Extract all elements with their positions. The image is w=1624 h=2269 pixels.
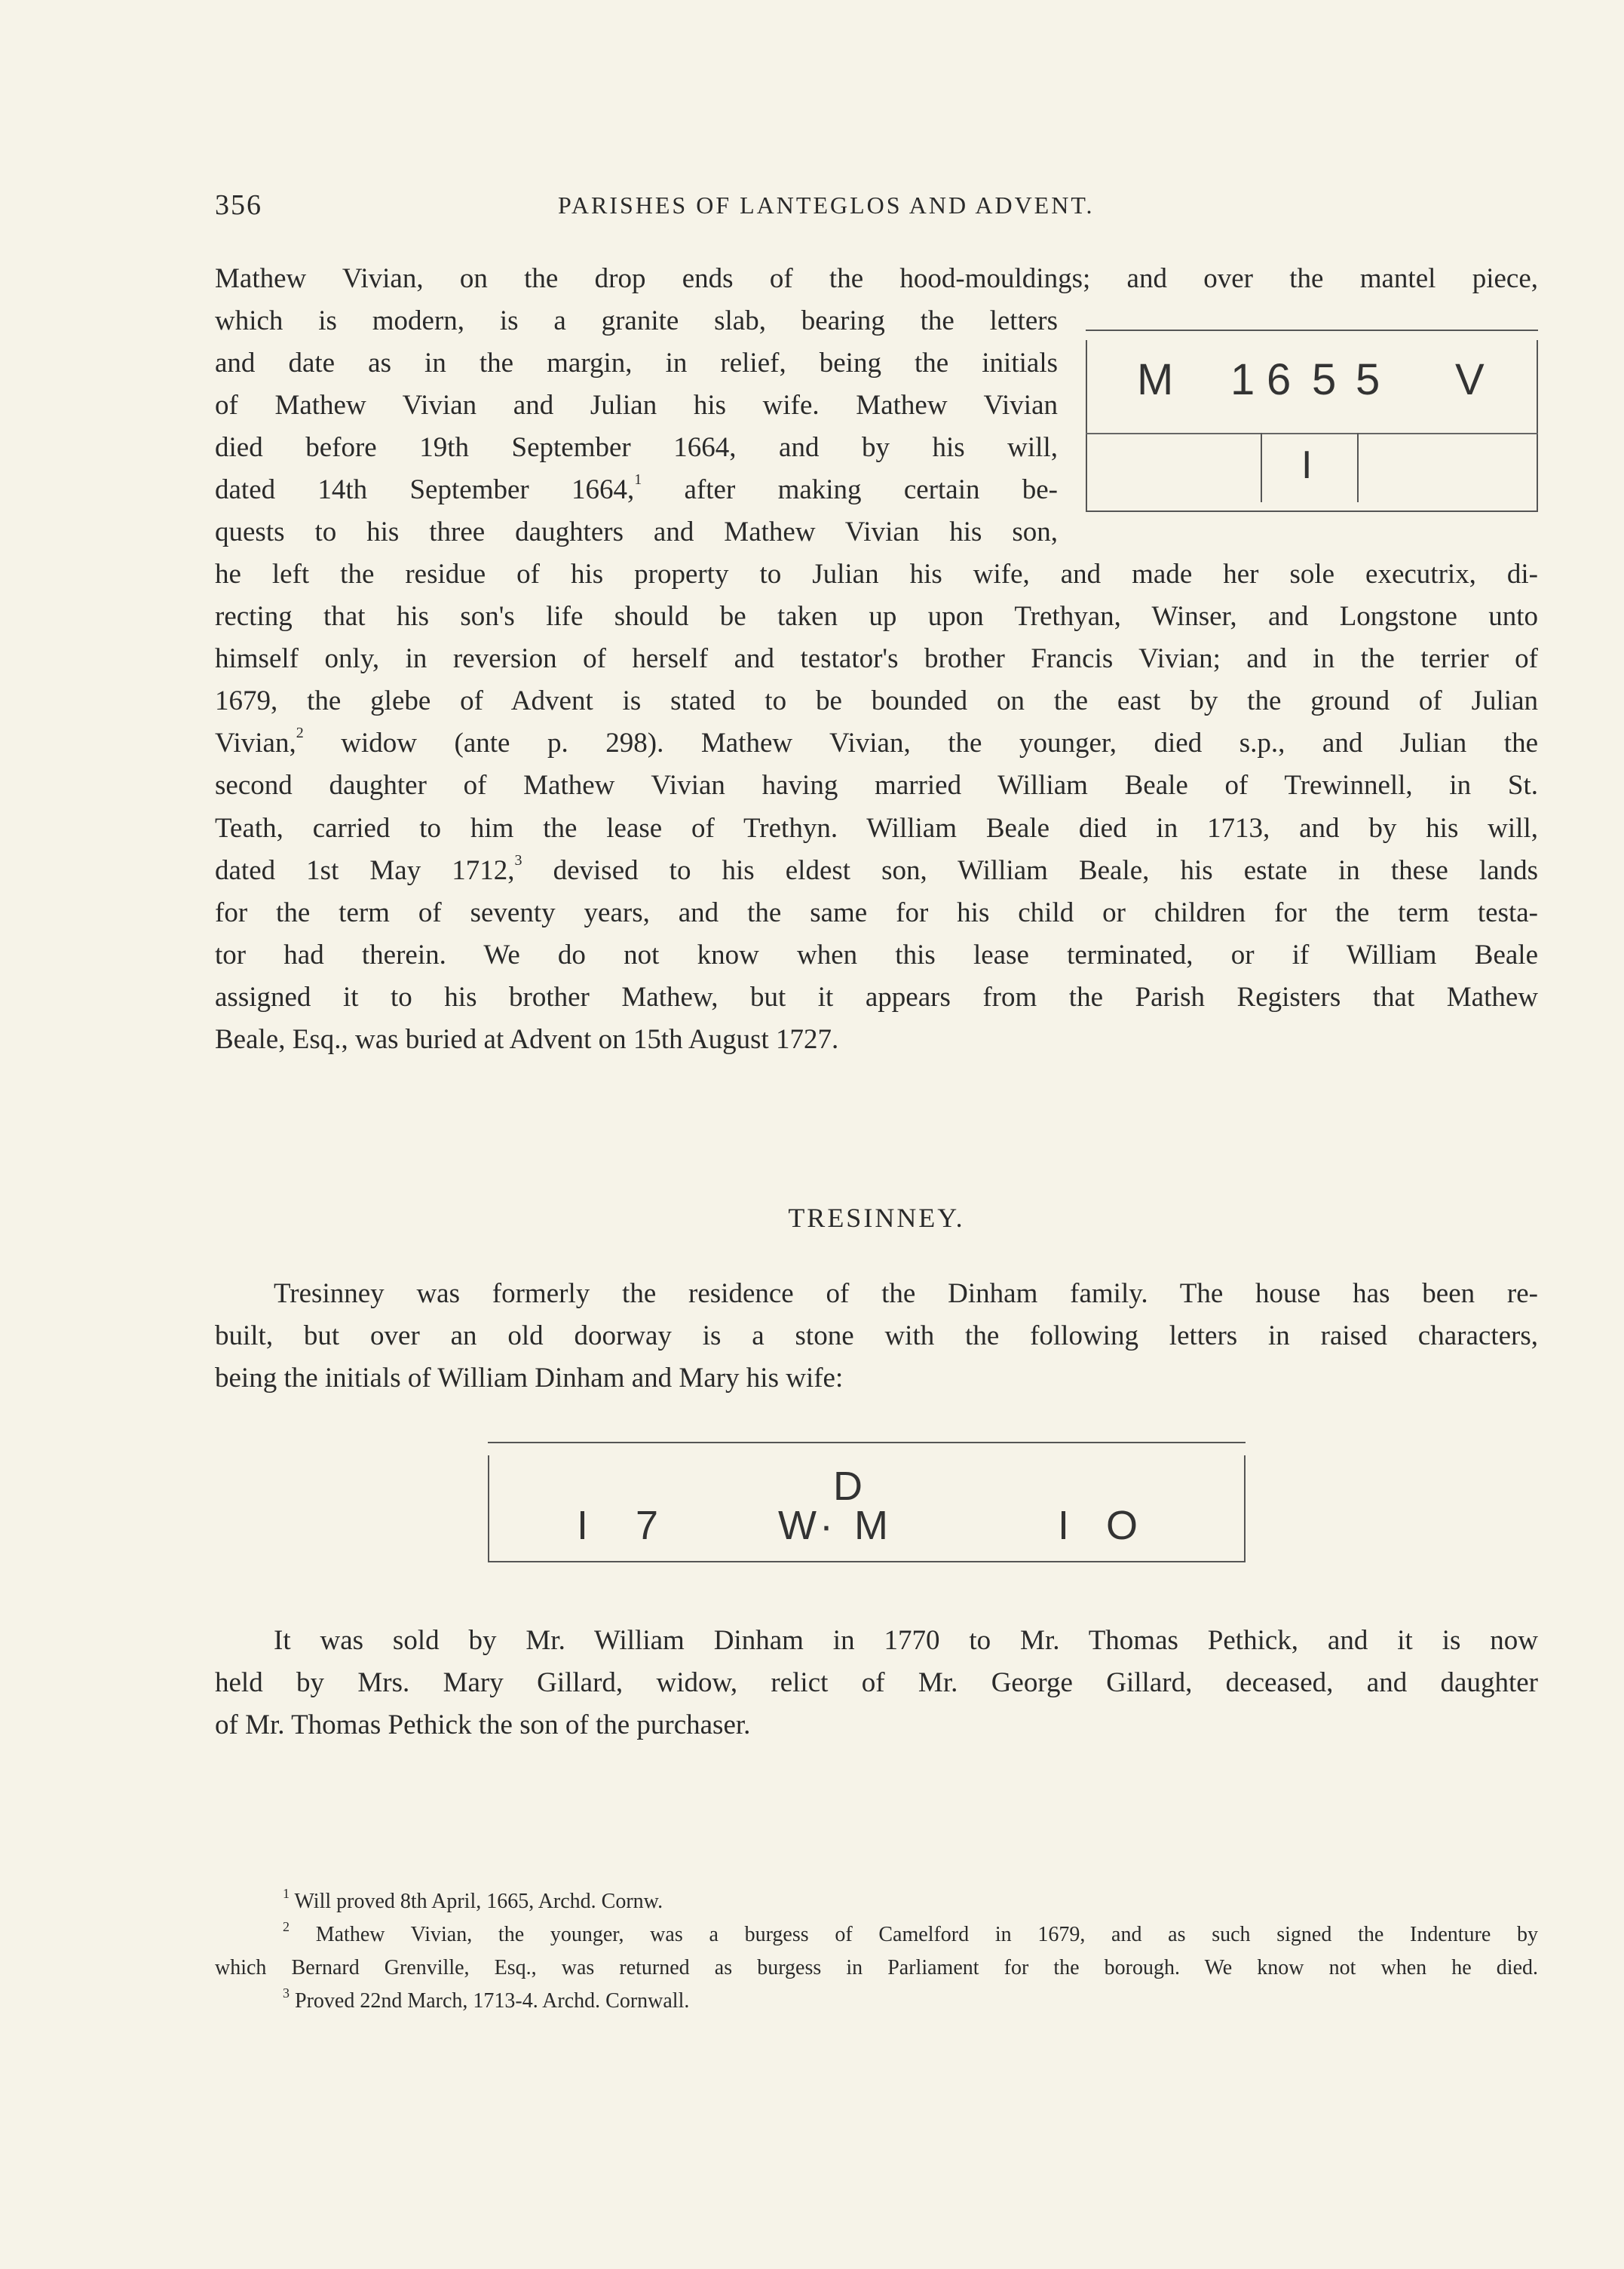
inscription-letter-w: W xyxy=(778,1503,817,1548)
text-line xyxy=(215,722,1538,765)
text-line: for the term of seventy years, and the same for his child or children for the term testa- xyxy=(215,897,1538,928)
text-fragment: Vivian, xyxy=(215,728,296,759)
inscription-letter-v: V xyxy=(1455,355,1485,404)
footnote-number: 1 xyxy=(283,1886,290,1901)
text-line: held by Mrs. Mary Gillard, widow, relict of Mr. George Gillard, deceased, and daughter xyxy=(215,1667,1538,1699)
inscription-digit: O xyxy=(1106,1503,1138,1548)
text-line xyxy=(215,850,1538,892)
paragraph-1-top xyxy=(215,258,1538,300)
inscription-letter-m: M xyxy=(854,1503,888,1548)
footnote-mark: 2 xyxy=(296,725,304,742)
footnotes xyxy=(215,1885,1538,2018)
text-fragment: dated 1st May 1712, xyxy=(215,854,515,886)
text-line: second daughter of Mathew Vivian having married William Beale of Trewinnell, in St. xyxy=(215,770,1538,802)
footnote-mark: 1 xyxy=(634,471,642,489)
text-fragment: devised to his eldest son, William Beale, his estate in these lands xyxy=(522,854,1539,886)
paragraph-1-wrapped xyxy=(215,300,1058,554)
slab-border xyxy=(1244,1455,1246,1561)
text-fragment: after making certain be- xyxy=(642,474,1058,506)
footnote-text: Mathew Vivian, the younger, was a burgess of Camelford in 1679, and as such signed the Indenture by xyxy=(315,1923,1538,1946)
slab-border xyxy=(1086,340,1087,511)
footnote-text: Proved 22nd March, 1713-4. Archd. Cornwall. xyxy=(295,1989,690,2013)
slab-border xyxy=(1086,511,1538,512)
paragraph-3 xyxy=(215,1620,1538,1746)
page-number: 356 xyxy=(215,189,262,221)
text-line: Teath, carried to him the lease of Trethyn. William Beale died in 1713, and by his will, xyxy=(215,812,1538,844)
running-title: PARISHES OF LANTEGLOS AND ADVENT. xyxy=(558,192,1095,219)
inscription-slab-2 xyxy=(488,1442,1246,1564)
text-line: assigned it to his brother Mathew, but it appears from the Parish Registers that Mathew xyxy=(215,981,1538,1013)
section-heading: TRESINNEY. xyxy=(788,1203,965,1233)
text-fragment: widow (ante p. 298). Mathew Vivian, the younger, died s.p., and Julian the xyxy=(303,728,1538,759)
inscription-slab-1 xyxy=(1086,330,1538,516)
text-line: 1679, the glebe of Advent is stated to be bounded on the east by the ground of Julian xyxy=(215,685,1538,717)
footnote-mark: 3 xyxy=(514,851,522,869)
footnote-number: 2 xyxy=(283,1919,290,1934)
text-fragment: dated 14th September 1664, xyxy=(215,474,635,506)
slab-divider xyxy=(1086,433,1538,434)
paragraph-2 xyxy=(215,1273,1538,1400)
text-line: and date as in the margin, in relief, being the initials xyxy=(215,348,1058,379)
slab-border xyxy=(488,1442,1246,1443)
slab-border xyxy=(488,1455,489,1561)
text-line: he left the residue of his property to Julian his wife, and made her sole executrix, di- xyxy=(215,559,1538,590)
running-header xyxy=(215,189,1538,226)
text-line: Tresinney was formerly the residence of the Dinham family. The house has been re- xyxy=(274,1278,1538,1309)
footnote-number: 3 xyxy=(283,1985,290,2001)
text-line: quests to his three daughters and Mathew Vivian his son, xyxy=(215,517,1058,548)
text-line: which is modern, is a granite slab, bearing the letters xyxy=(215,305,1058,336)
text-line: built, but over an old doorway is a stone with the following letters in raised characters, xyxy=(215,1320,1538,1352)
inscription-digit: 6 xyxy=(1267,355,1292,404)
footnote-2-line-1 xyxy=(215,1918,1538,1952)
text-line: died before 19th September 1664, and by his will, xyxy=(215,432,1058,464)
text-line: of Mathew Vivian and Julian his wife. Mathew Vivian xyxy=(215,390,1058,422)
footnote-3 xyxy=(215,1985,1538,2018)
slab-divider xyxy=(1357,433,1359,502)
inscription-letter-m: M xyxy=(1137,355,1174,404)
footnote-2-line-2: which Bernard Grenville, Esq., was returned as burgess in Parliament for the borough. We know not when he died. xyxy=(215,1956,1538,1979)
text-line: himself only, in reversion of herself and testator's brother Francis Vivian; and in the terrier of xyxy=(215,643,1538,675)
slab-border xyxy=(1086,330,1538,331)
inscription-digit: I xyxy=(1058,1503,1070,1548)
inscription-digit: 1 xyxy=(1230,355,1255,404)
footnote-text: Will proved 8th April, 1665, Archd. Cornw. xyxy=(294,1890,663,1913)
slab-border xyxy=(488,1561,1246,1562)
text-line xyxy=(215,469,1058,511)
inscription-digit: 7 xyxy=(636,1503,659,1548)
inscription-digit: 5 xyxy=(1356,355,1380,404)
text-line: tor had therein. We do not know when this lease terminated, or if William Beale xyxy=(215,939,1538,970)
paragraph-1-rest xyxy=(215,553,1538,1061)
footnote-1 xyxy=(215,1885,1538,1918)
slab-border xyxy=(1537,340,1538,511)
text-line: It was sold by Mr. William Dinham in 1770 to Mr. Thomas Pethick, and it is now xyxy=(274,1625,1538,1656)
inscription-digit: I xyxy=(577,1503,589,1548)
inscription-dot: · xyxy=(820,1503,833,1548)
text-line: Beale, Esq., was buried at Advent on 15th August 1727. xyxy=(215,1024,839,1056)
text-line: of Mr. Thomas Pethick the son of the purchaser. xyxy=(215,1709,751,1741)
text-line: Mathew Vivian, on the drop ends of the hood-mouldings; and over the mantel piece, xyxy=(215,263,1538,294)
text-line: being the initials of William Dinham and Mary his wife: xyxy=(215,1363,844,1394)
slab-divider xyxy=(1261,433,1262,502)
inscription-letter-d: D xyxy=(833,1464,863,1509)
inscription-letter-j: I xyxy=(1301,443,1313,487)
text-line: recting that his son's life should be taken up upon Trethyan, Winser, and Longstone unto xyxy=(215,601,1538,633)
inscription-digit: 5 xyxy=(1312,355,1337,404)
